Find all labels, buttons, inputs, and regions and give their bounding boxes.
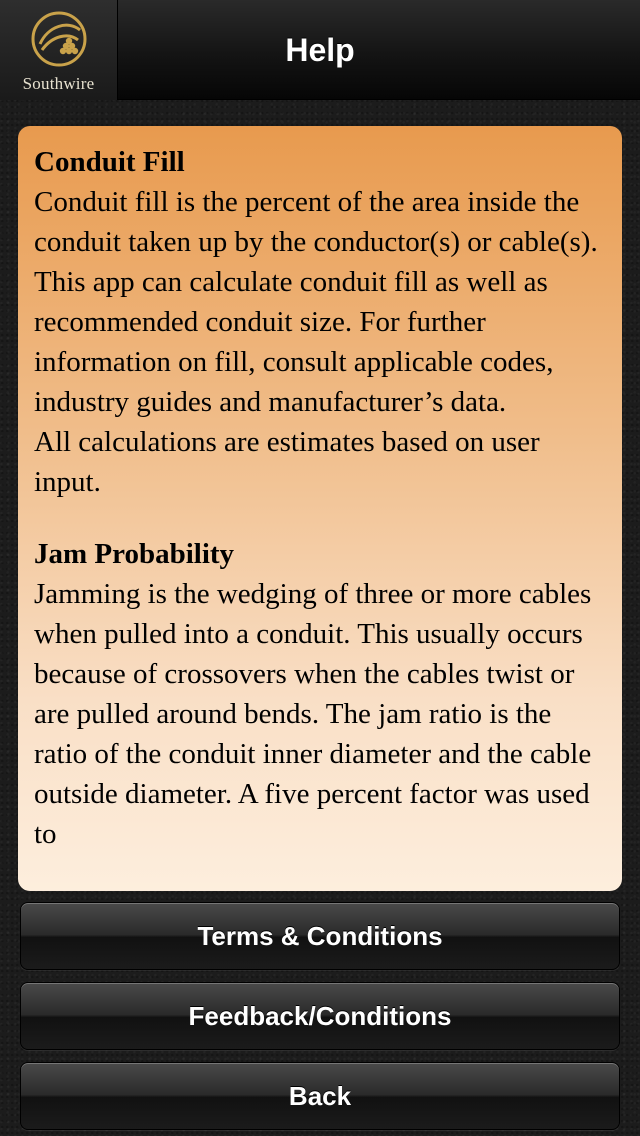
conduit-fill-paragraph: Conduit fill is the percent of the area inside the conduit taken up by the conductor(s) or cable(s). This app can calculate conduit fill as well as recommended conduit size. For further information on fill, consult applicable codes, industry guides and manufacturer’s data. — [34, 186, 598, 418]
southwire-logo-icon — [30, 10, 88, 68]
terms-conditions-button[interactable]: Terms & Conditions — [20, 902, 620, 970]
logo-text: Southwire — [22, 74, 95, 93]
help-content-panel[interactable] — [18, 126, 622, 891]
page-title-container — [118, 0, 640, 100]
help-text-scroll — [18, 126, 622, 854]
jam-probability-paragraph: Jamming is the wedging of three or more cables when pulled into a conduit. This usually occurs because of crossovers when the cables twist or are pulled around bends. The jam ratio is the ratio of the conduit inner diameter and the cable outside diameter. A five percent factor was used to — [34, 578, 592, 850]
section-spacer — [34, 502, 606, 534]
back-button[interactable]: Back — [20, 1062, 620, 1130]
feedback-button[interactable]: Feedback/Conditions — [20, 982, 620, 1050]
header-bar — [0, 0, 640, 100]
section-title-jam-probability: Jam Probability — [34, 538, 235, 570]
page-title: Help — [285, 31, 355, 68]
section-title-conduit-fill: Conduit Fill — [34, 146, 185, 178]
southwire-logo — [0, 0, 118, 100]
estimates-paragraph: All calculations are estimates based on user input. — [34, 426, 540, 498]
